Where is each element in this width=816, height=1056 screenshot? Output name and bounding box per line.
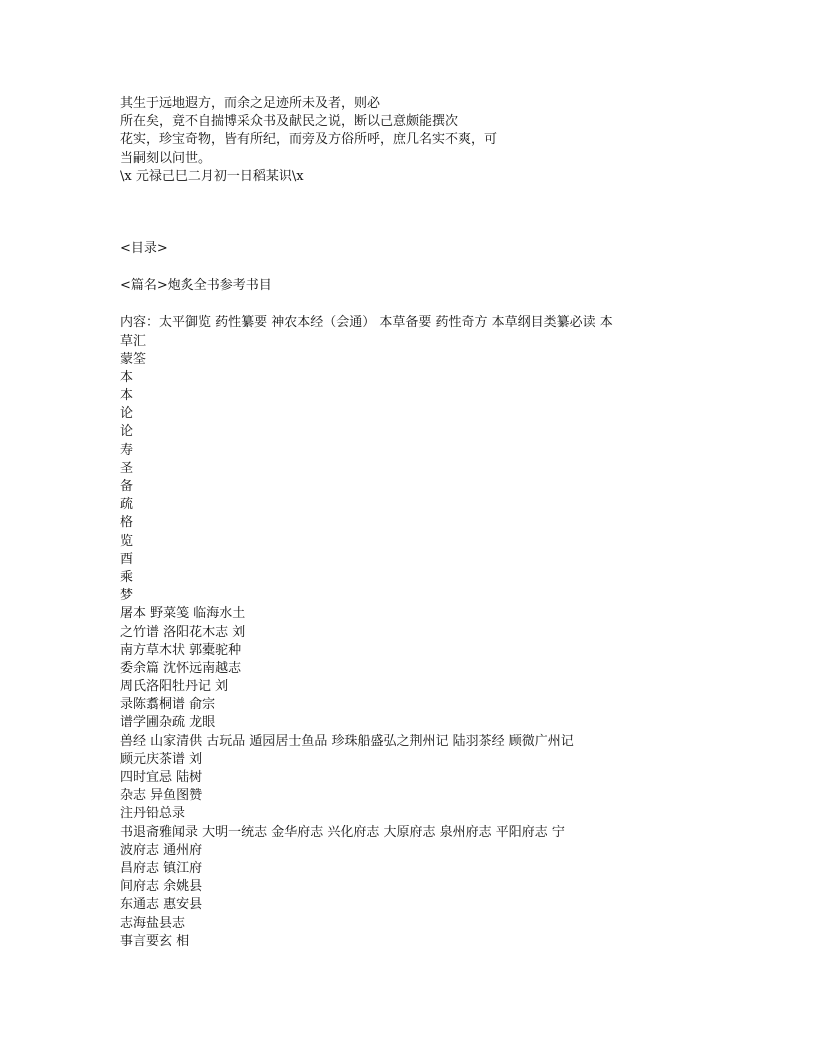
content-line: 谱学圃杂疏 龙眼 <box>120 715 216 731</box>
preface-line: 花实，珍宝奇物，皆有所纪，而旁及方俗所呼，庶几名实不爽，可 <box>120 132 498 148</box>
spacer <box>120 258 690 277</box>
spacer <box>120 295 690 314</box>
content-line: 疏 <box>120 497 134 513</box>
content-line: 东通志 惠安县 <box>120 897 203 913</box>
content-line: 备 <box>120 479 134 494</box>
content-line: 乘 <box>120 569 134 585</box>
content-line: 志海盐县志 <box>120 915 186 931</box>
content-line: 草汇 <box>120 333 147 349</box>
content-line: 周氏洛阳牡丹记 刘 <box>120 679 229 695</box>
preface-signature: \x 元禄己巳二月初一日稻某识\x <box>120 168 304 184</box>
content-line: 录陈翥桐谱 俞宗 <box>120 697 216 713</box>
content-line: 蒙筌 <box>120 351 147 367</box>
content-line: 酉 <box>120 551 134 567</box>
content-line: 格 <box>120 515 134 531</box>
content-line: 论 <box>120 406 134 422</box>
preface-line: 当嗣刻以问世。 <box>120 150 212 166</box>
content-line: 屠本 野菜笺 临海水土 <box>120 606 246 622</box>
toc-heading: <目录> <box>120 240 168 256</box>
content-line: 四时宜忌 陆树 <box>120 770 203 785</box>
bibliography-content <box>120 314 690 951</box>
content-line: 本 <box>120 388 134 404</box>
content-line: 顾元庆茶谱 刘 <box>120 751 203 767</box>
content-line: 波府志 通州府 <box>120 842 203 858</box>
content-line: 览 <box>120 533 134 549</box>
preface-line: 其生于远地遐方，而余之足迹所未及者，则必 <box>120 96 381 111</box>
content-line: 内容：太平御览 药性纂要 神农本经（会通） 本草备要 药性奇方 本草纲目类纂必读 本 <box>120 315 613 331</box>
content-line: 南方草木状 郭橐驼种 <box>120 642 242 658</box>
content-line: 书退斋雅闻录 大明一统志 金华府志 兴化府志 大原府志 泉州府志 平阳府志 宁 <box>120 824 565 840</box>
document-page <box>120 95 690 951</box>
content-line: 圣 <box>120 460 134 476</box>
content-line: 注丹铅总录 <box>120 806 186 822</box>
preface-block <box>120 95 690 186</box>
chapter-heading: <篇名>炮炙全书参考书目 <box>120 278 272 294</box>
content-line: 昌府志 镇江府 <box>120 860 203 876</box>
preface-line: 所在矣，竟不自揣博采众书及献民之说，断以己意颇能撰次 <box>120 114 459 130</box>
content-line: 论 <box>120 424 134 440</box>
content-line: 兽经 山家清供 古玩品 遁园居士鱼品 珍珠船盛弘之荆州记 陆羽茶经 顾微广州记 <box>120 733 574 749</box>
content-line: 间府志 余姚县 <box>120 879 203 895</box>
content-line: 之竹谱 洛阳花木志 刘 <box>120 624 246 640</box>
spacer <box>120 186 690 240</box>
content-line: 事言要玄 相 <box>120 933 190 949</box>
content-line: 杂志 异鱼图赞 <box>120 788 203 804</box>
content-line: 本 <box>120 369 134 385</box>
content-line: 委余篇 沈怀远南越志 <box>120 660 242 676</box>
content-line: 寿 <box>120 442 134 458</box>
content-line: 梦 <box>120 588 134 604</box>
